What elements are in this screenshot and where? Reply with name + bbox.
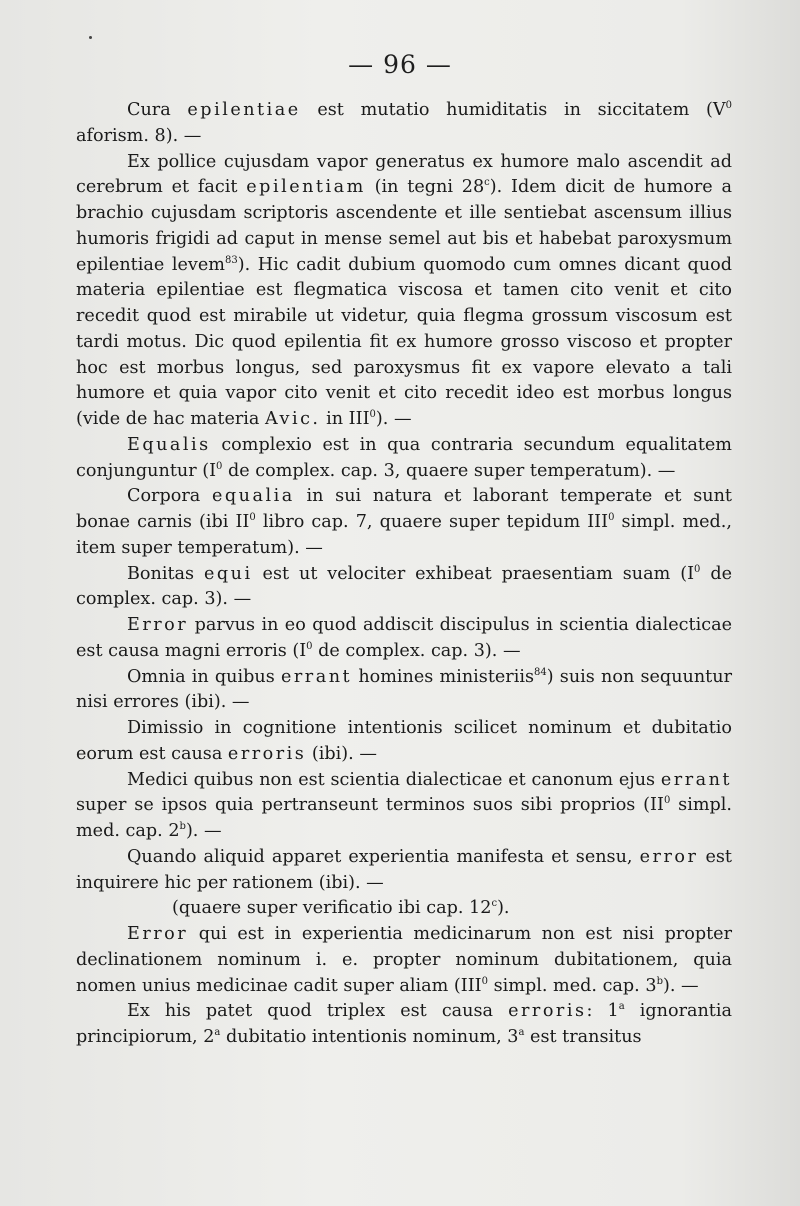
text-run: (ibi). — xyxy=(306,743,377,764)
text-run: simpl. med., item super temperatum). — xyxy=(76,512,732,558)
text-run: libro cap. 7, quaere super tepidum III xyxy=(255,512,609,532)
text-run: simpl. med. cap. 2 xyxy=(76,795,732,841)
paragraph-corpora-equalia xyxy=(76,484,732,561)
text-run: ) suis non sequuntur nisi errores (ibi). — xyxy=(76,666,732,713)
spaced-term: Error xyxy=(127,924,189,944)
text-run: ). — xyxy=(185,821,222,841)
spaced-term: Avic. xyxy=(265,409,321,429)
text-run: Quando aliquid apparet experientia manifesta et sensu, xyxy=(127,846,640,867)
superscript: c xyxy=(484,177,490,189)
text-run: Cura xyxy=(127,100,188,120)
spaced-term: erroris xyxy=(227,743,307,764)
spaced-term: error xyxy=(639,846,699,867)
text-run: in sui natura et laborant temperate et sunt bonae carnis (ibi II xyxy=(76,486,732,532)
text-run: Bonitas xyxy=(127,563,204,584)
text-run: (in tegni 28 xyxy=(365,177,485,198)
text-run: ). — xyxy=(375,409,412,429)
text-run: ). Idem dicit de humore a brachio cujusdam scriptoris ascendente et ille sentiebat ascensum illius humoris frigidi ad caput in mense semel aut bis et habebat paroxysmum epilentiae levem xyxy=(76,177,732,275)
paragraph-error-parvus xyxy=(76,613,732,665)
text-run: Ex pollice cujusdam vapor generatus ex humore malo ascendit ad cerebrum et facit xyxy=(76,151,732,198)
text-run: (quaere super verificatio ibi cap. 12 xyxy=(172,898,492,919)
page-number: — 96 — xyxy=(348,50,452,79)
superscript: a xyxy=(618,1001,625,1013)
text-run: ). xyxy=(497,898,510,919)
superscript: 0 xyxy=(369,409,376,420)
superscript: b xyxy=(656,975,663,987)
paragraph-equalis xyxy=(76,433,732,485)
spaced-term: epilentiae xyxy=(187,100,301,120)
text-run: simpl. med. cap. 3 xyxy=(488,975,657,996)
text-run: de complex. cap. 3). — xyxy=(76,563,732,610)
paragraph-error-experientia xyxy=(76,922,732,999)
text-run: ignorantia principiorum, 2 xyxy=(76,1001,732,1047)
paragraph-quando-aliquid xyxy=(76,845,732,897)
text-run: Dimissio in cognitione intentionis scilicet nominum et dubitatio eorum est causa xyxy=(76,718,732,764)
text-run: est transitus xyxy=(524,1027,642,1047)
text-run: in III xyxy=(320,409,370,429)
paragraph-medici xyxy=(76,768,732,845)
text-run: qui est in experientia medicinarum non est nisi propter declinationem nominum i. e. propter nominum dubitationem, quia nomen unius medicinae cadit super aliam (III xyxy=(76,924,732,996)
text-run: est mutatio humiditatis in siccitatem (V xyxy=(300,100,726,120)
text-run: Corpora xyxy=(127,486,212,507)
superscript: 0 xyxy=(694,563,701,575)
superscript: 0 xyxy=(608,512,615,523)
paragraph-bonitas-equi xyxy=(76,562,732,614)
spaced-term: Equalis xyxy=(127,434,211,455)
paragraph-ex-his-patet xyxy=(76,999,732,1051)
superscript: 84 xyxy=(534,666,547,678)
text-run: est ut velociter exhibeat praesentiam suam (I xyxy=(252,563,695,584)
text-run: Ex his patet quod triplex est causa xyxy=(127,1001,509,1022)
text-run: est inquirere hic per rationem (ibi). — xyxy=(76,846,732,893)
superscript: 83 xyxy=(224,254,238,266)
text-run: ). Hic cadit dubium quomodo cum omnes dicant quod materia epilentiae est flegmatica viscosa et tamen cito venit et cito recedit quod est mirabile ut videtur, quia flegma grossum viscosum est tardi motus. Dic quod epilentia fit ex humore grosso viscoso et propter hoc est morbus longus, sed paroxysmus fit ex vapore elevato a tali humore et quia vapor cito venit et cito recedit ideo est morbus longus (vide de hac materia xyxy=(76,254,733,429)
text-run: Omnia in quibus xyxy=(127,666,281,687)
page-body xyxy=(76,98,732,1051)
text-run: de complex. cap. 3, quaere super temperatum). — xyxy=(222,460,676,481)
spaced-term: epilentiam xyxy=(246,177,366,198)
superscript: a xyxy=(518,1027,525,1038)
text-run: ). — xyxy=(662,975,699,996)
text-run: aforism. 8). — xyxy=(76,125,202,146)
paragraph-quaere-verificatio xyxy=(76,896,732,922)
superscript: 0 xyxy=(725,100,732,111)
superscript: 0 xyxy=(663,795,671,807)
paragraph-dimissio xyxy=(76,716,732,768)
superscript: c xyxy=(491,898,498,910)
superscript: a xyxy=(214,1027,221,1038)
text-run: dubitatio intentionis nominum, 3 xyxy=(220,1027,519,1047)
paragraph-ex-pollice xyxy=(76,150,732,433)
spaced-term: equi xyxy=(204,563,253,584)
ink-speck xyxy=(89,36,92,39)
spaced-term: errant xyxy=(280,666,353,687)
paragraph-omnia-in-quibus xyxy=(76,665,732,717)
text-run: : 1 xyxy=(586,1001,619,1022)
text-run: complexio est in qua contraria secundum equalitatem conjunguntur (I xyxy=(76,434,732,481)
spaced-term: equalia xyxy=(211,486,295,507)
superscript: 0 xyxy=(216,460,223,472)
text-run: de complex. cap. 3). — xyxy=(312,640,521,661)
superscript: 0 xyxy=(249,512,256,523)
paragraph-cura-epilentiae xyxy=(76,98,732,150)
text-run: homines ministeriis xyxy=(352,666,534,687)
superscript: 0 xyxy=(481,975,489,987)
spaced-term: Error xyxy=(127,615,189,635)
spaced-term: errant xyxy=(660,769,732,790)
superscript: b xyxy=(179,821,186,832)
superscript: 0 xyxy=(306,640,313,652)
text-run: super se ipsos quia pertranseunt terminos suos sibi proprios (II xyxy=(76,795,664,816)
text-run: Medici quibus non est scientia dialecticae et canonum ejus xyxy=(127,769,661,790)
text-run: parvus in eo quod addiscit discipulus in scientia dialecticae est causa magni erroris (I xyxy=(76,615,732,661)
spaced-term: erroris xyxy=(508,1001,587,1022)
